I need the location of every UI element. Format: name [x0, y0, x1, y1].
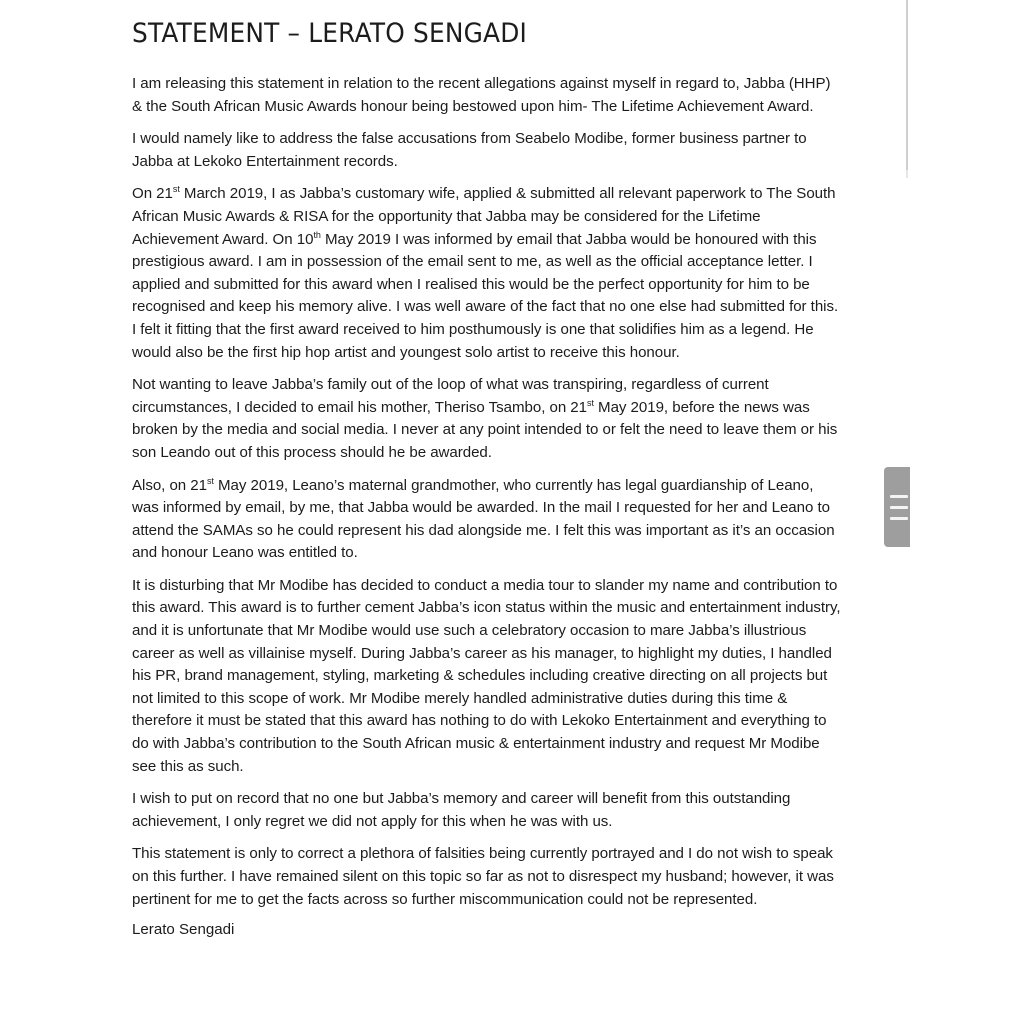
paragraph-3-part-a: On 21 — [132, 185, 173, 203]
grip-line — [890, 495, 908, 498]
paragraph-3 — [132, 183, 842, 364]
paragraph-4 — [132, 374, 842, 464]
paragraph-5-part-b: May 2019, Leano’s maternal grandmother, who currently has legal guardianship of Leano, was informed by email, by me, that Jabba would be awarded. In the mail I requested for her and Leano to attend the SAMAs so he could represent his dad alongside me. I felt this was important as it’s an occasion and honour Leano was entitled to. — [132, 476, 835, 562]
grip-line — [890, 506, 908, 509]
paragraph-3-part-b: March 2019, I as Jabba’s customary wife, applied & submitted all relevant paperwork to The South African Music Awards & RISA for the opportunity that Jabba may be considered for the Lifetime Achievement Award. On 10 — [132, 185, 836, 248]
ordinal-suffix: th — [313, 229, 321, 240]
ordinal-suffix: st — [587, 397, 594, 408]
signature: Lerato Sengadi — [132, 921, 235, 939]
ordinal-suffix: st — [206, 475, 214, 486]
paragraph-8: This statement is only to correct a plethora of falsities being currently portrayed and I do not wish to speak on this further. I have remained silent on this topic so far as not to disrespect my husband; however, it was pertinent for me to get the facts across so further miscommunication could not be represented. — [132, 845, 834, 908]
paragraph-4-part-a: Not wanting to leave Jabba’s family out of the loop of what was transpiring, regardless of current circumstances, I decided to email his mother, Theriso Tsambo, on 21 — [132, 376, 769, 416]
page-edge-line — [906, 0, 908, 178]
paragraph-3-part-c: May 2019 I was informed by email that Jabba would be honoured with this prestigious award. I am in possession of the email sent to me, as well as the official acceptance letter. I applied and submitted for this award when I realised this would be the perfect opportunity for him to be recognised and keep his memory alive. I was well aware of the fact that no one else had submitted for this. I felt it fitting that the first award received to him posthumously is one that solidifies him as a legend. He would also be the first hip hop artist and youngest solo artist to receive this honour. — [132, 230, 839, 361]
paragraph-1: I am releasing this statement in relation to the recent allegations against myself in regard to, Jabba (HHP) & the South African Music Awards honour being bestowed upon him- The Lifetime Achievement Award. — [132, 75, 831, 115]
statement-title: STATEMENT – LERATO SENGADI — [132, 18, 528, 49]
scroll-handle[interactable] — [884, 467, 910, 547]
page-edge-line-tip — [906, 170, 908, 178]
paragraph-6: It is disturbing that Mr Modibe has decided to conduct a media tour to slander my name and contribution to this award. This award is to further cement Jabba’s icon status within the music and entertainment industry, and it is unfortunate that Mr Modibe would use such a celebratory occasion to mare Jabba’s illustrious career as well as villainise myself. During Jabba’s career as his manager, to highlight my duties, I handled his PR, brand management, styling, marketing & schedules including creative directing on all projects but not limited to this scope of work. Mr Modibe merely handled administrative duties during this time & therefore it must be stated that this award has nothing to do with Lekoko Entertainment and everything to do with Jabba’s contribution to the South African music & entertainment industry and request Mr Modibe see this as such. — [132, 576, 841, 775]
ordinal-suffix: st — [172, 184, 180, 195]
paragraph-5-part-a: Also, on 21 — [132, 476, 207, 494]
paragraph-2: I would namely like to address the false accusations from Seabelo Modibe, former business partner to Jabba at Lekoko Entertainment records. — [132, 130, 807, 170]
paragraph-5 — [132, 475, 842, 565]
grip-line — [890, 517, 908, 520]
paragraph-7: I wish to put on record that no one but Jabba’s memory and career will benefit from this outstanding achievement, I only regret we did not apply for this when he was with us. — [132, 790, 791, 830]
statement-document — [132, 18, 842, 941]
paragraph-4-part-b: May 2019, before the news was broken by the media and social media. I never at any point intended to or felt the need to leave them or his son Leando out of this process should he be awarded. — [132, 398, 838, 461]
